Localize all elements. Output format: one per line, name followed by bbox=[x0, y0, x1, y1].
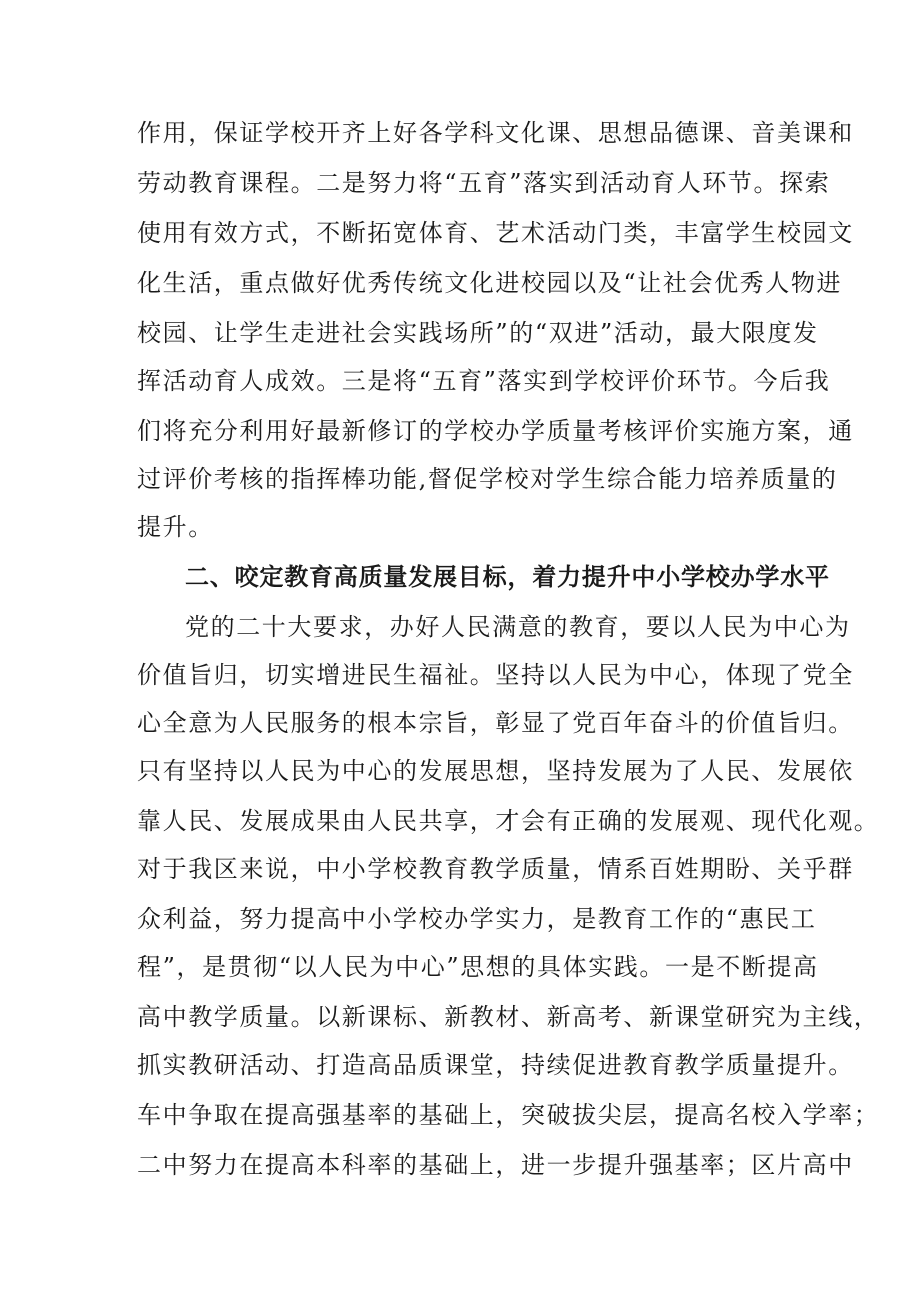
paragraph-1-line-7: 们将充分利用好最新修订的学校办学质量考核评价实施方案，通 bbox=[137, 417, 854, 445]
paragraph-1-line-6: 挥活动育人成效。三是将“五育”落实到学校评价环节。今后我 bbox=[137, 367, 831, 395]
paragraph-1-line-2: 劳动教育课程。二是努力将“五育”落实到活动育人环节。探索 bbox=[137, 169, 831, 197]
paragraph-2-line-6: 对于我区来说，中小学校教育教学质量，情系百姓期盼、关乎群 bbox=[137, 855, 854, 883]
paragraph-2-line-11: 车中争取在提高强基率的基础上，突破拔尖层，提高名校入学率； bbox=[137, 1101, 880, 1129]
paragraph-1-line-1: 作用，保证学校开齐上好各学科文化课、思想品德课、音美课和 bbox=[137, 119, 854, 147]
paragraph-2-line-2: 价值旨归，切实增进民生福祉。坚持以人民为中心，体现了党全 bbox=[137, 661, 854, 689]
paragraph-2-line-7: 众利益，努力提高中小学校办学实力，是教育工作的“惠民工 bbox=[137, 905, 817, 933]
section-heading: 二、咬定教育高质量发展目标，着力提升中小学校办学水平 bbox=[185, 563, 830, 591]
paragraph-2-line-3: 心全意为人民服务的根本宗旨，彰显了党百年奋斗的价值旨归。 bbox=[137, 709, 854, 737]
paragraph-2-line-12: 二中努力在提高本科率的基础上，进一步提升强基率；区片高中 bbox=[137, 1151, 854, 1179]
paragraph-1-line-5: 校园、让学生走进社会实践场所”的“双进”活动，最大限度发 bbox=[137, 319, 819, 347]
paragraph-1-line-3: 使用有效方式，不断拓宽体育、艺术活动门类，丰富学生校园文 bbox=[137, 219, 854, 247]
paragraph-2-line-5: 靠人民、发展成果由人民共享，才会有正确的发展观、现代化观。 bbox=[137, 807, 880, 835]
paragraph-1-line-8: 过评价考核的指挥棒功能,督促学校对学生综合能力培养质量的 bbox=[137, 465, 838, 493]
paragraph-2-line-9: 高中教学质量。以新课标、新教材、新高考、新课堂研究为主线， bbox=[137, 1003, 880, 1031]
paragraph-2-line-10: 抓实教研活动、打造高品质课堂，持续促进教育教学质量提升。 bbox=[137, 1051, 854, 1079]
paragraph-1-line-4: 化生活，重点做好优秀传统文化进校园以及“让社会优秀人物进 bbox=[137, 269, 843, 297]
paragraph-2-line-4: 只有坚持以人民为中心的发展思想，坚持发展为了人民、发展依 bbox=[137, 757, 854, 785]
paragraph-2-line-1: 党的二十大要求，办好人民满意的教育，要以人民为中心为 bbox=[185, 613, 851, 641]
paragraph-2-line-8: 程”，是贯彻“以人民为中心”思想的具体实践。一是不断提高 bbox=[137, 953, 819, 981]
paragraph-1-line-9: 提升。 bbox=[137, 513, 214, 541]
